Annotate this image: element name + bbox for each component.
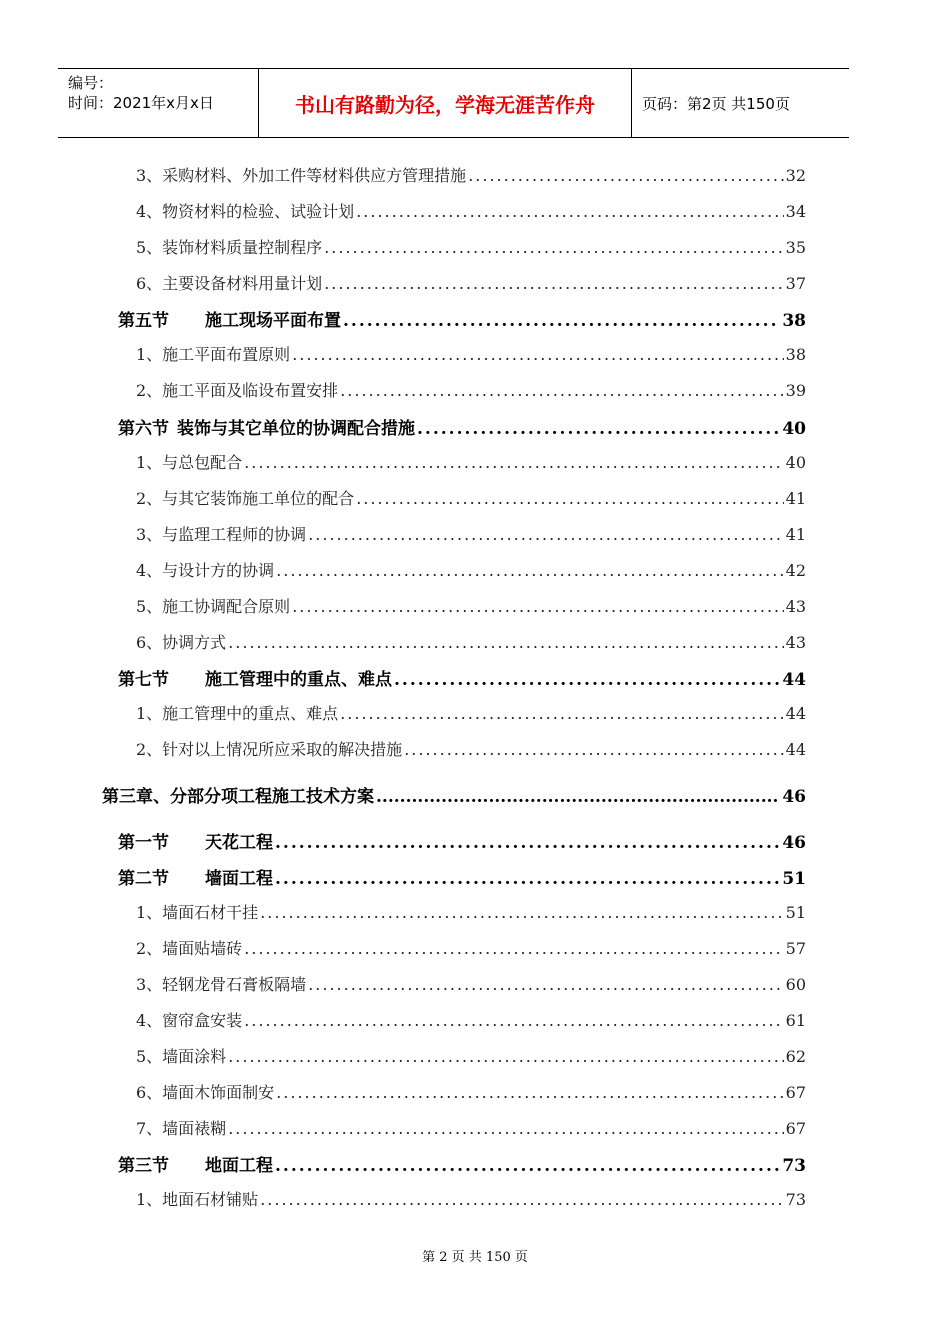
header-number-label: 编号：: [68, 74, 114, 92]
toc-leader-dots: [468, 166, 783, 185]
toc-item-title: 3、轻钢龙骨石膏板隔墙: [136, 975, 307, 994]
toc-page-number: 40: [782, 419, 806, 439]
toc-leader-dots: [244, 453, 783, 472]
header-motto: 书山有路勤为径，学海无涯苦作舟: [259, 69, 632, 137]
toc-leader-dots: [275, 833, 780, 853]
toc-item-title: 2、施工平面及临设布置安排: [136, 381, 339, 400]
toc-item[interactable]: [136, 1116, 806, 1139]
toc-item[interactable]: [136, 1080, 806, 1103]
toc-page-number: 62: [785, 1047, 806, 1066]
toc-section[interactable]: [118, 1151, 806, 1176]
toc-section-label: 第七节: [118, 670, 169, 690]
toc-leader-dots: [275, 1156, 780, 1176]
toc-item-title: 6、墙面木饰面制安: [136, 1083, 275, 1102]
toc-page-number: 67: [785, 1083, 806, 1102]
toc-item[interactable]: [136, 522, 806, 545]
toc-item[interactable]: [136, 235, 806, 258]
toc-page-number: 73: [785, 1190, 806, 1209]
toc-leader-dots: [394, 670, 780, 690]
toc-item-title: 3、采购材料、外加工件等材料供应方管理措施: [136, 166, 467, 185]
toc-page-number: 38: [782, 311, 806, 331]
toc-leader-dots: [417, 419, 780, 439]
toc-leader-dots: [228, 1047, 783, 1066]
toc-page-number: 42: [785, 561, 806, 580]
toc-page-number: 44: [782, 670, 806, 690]
toc-item-title: 墙面工程: [205, 869, 273, 889]
toc-item-title: 施工现场平面布置: [205, 311, 341, 331]
toc-item[interactable]: [136, 972, 806, 995]
toc-page-number: 34: [785, 202, 806, 221]
toc-item[interactable]: [136, 378, 806, 401]
toc-item[interactable]: [136, 450, 806, 473]
toc-leader-dots: [356, 489, 783, 508]
toc-item-title: 5、装饰材料质量控制程序: [136, 238, 323, 257]
toc-item[interactable]: [136, 1008, 806, 1031]
toc-section[interactable]: [118, 864, 806, 889]
toc-page-number: 46: [782, 833, 806, 853]
toc-section-label: 第一节: [118, 833, 169, 853]
toc-section-label: 第五节: [118, 311, 169, 331]
toc-leader-dots: [308, 975, 783, 994]
toc-page-number: 38: [785, 345, 806, 364]
toc-item-title: 5、墙面涂料: [136, 1047, 227, 1066]
toc-item[interactable]: [136, 900, 806, 923]
toc-item-title: 1、施工管理中的重点、难点: [136, 704, 339, 723]
toc-page-number: 60: [785, 975, 806, 994]
toc-leader-dots: [404, 740, 783, 759]
toc-leader-dots: [275, 869, 780, 889]
toc-leader-dots: [324, 238, 783, 257]
toc-page-number: 44: [785, 740, 806, 759]
toc-item-title: 第三章、分部分项工程施工技术方案: [102, 787, 374, 807]
toc-leader-dots: [340, 381, 783, 400]
toc-item[interactable]: [136, 594, 806, 617]
toc-section[interactable]: [118, 828, 806, 853]
toc-page-number: 73: [782, 1156, 806, 1176]
toc-page-number: 61: [785, 1011, 806, 1030]
toc-section-label: 第三节: [118, 1156, 169, 1176]
toc-item-title: 4、物资材料的检验、试验计划: [136, 202, 355, 221]
toc-item-title: 施工管理中的重点、难点: [205, 670, 392, 690]
toc-item-title: 4、窗帘盒安装: [136, 1011, 243, 1030]
toc-page-number: 35: [785, 238, 806, 257]
toc-item-title: 1、地面石材铺贴: [136, 1190, 259, 1209]
toc-item[interactable]: [136, 936, 806, 959]
toc-leader-dots: [343, 311, 780, 331]
toc-page-number: 44: [785, 704, 806, 723]
toc-item-title: 1、施工平面布置原则: [136, 345, 291, 364]
toc-page-number: 67: [785, 1119, 806, 1138]
toc-section[interactable]: [118, 414, 806, 439]
page-footer: 第 2 页 共 150 页: [422, 1250, 528, 1265]
toc-leader-dots: [244, 1011, 783, 1030]
toc-item-title: 1、墙面石材干挂: [136, 903, 259, 922]
toc-page-number: 40: [785, 453, 806, 472]
toc-leader-dots: [260, 1190, 783, 1209]
toc-item-title: 6、主要设备材料用量计划: [136, 274, 323, 293]
toc-item-title: 6、协调方式: [136, 633, 227, 652]
toc-item[interactable]: [136, 737, 806, 760]
toc-item[interactable]: [136, 1187, 806, 1210]
toc-item-title: 2、墙面贴墙砖: [136, 939, 243, 958]
header-meta: [58, 69, 259, 137]
toc-item[interactable]: [136, 271, 806, 294]
toc-leader-dots: [244, 939, 783, 958]
toc-leader-dots: [340, 704, 783, 723]
toc-leader-dots: [228, 1119, 783, 1138]
toc-leader-dots: [376, 787, 780, 807]
toc-item-title: 天花工程: [205, 833, 273, 853]
toc-page-number: 51: [785, 903, 806, 922]
toc-page-number: 57: [785, 939, 806, 958]
toc-page-number: 32: [785, 166, 806, 185]
toc-section[interactable]: [118, 306, 806, 331]
toc-leader-dots: [276, 561, 783, 580]
toc-chapter[interactable]: [102, 782, 806, 807]
toc-item-title: 地面工程: [205, 1156, 273, 1176]
toc-page-number: 46: [782, 787, 806, 807]
toc-page-number: 43: [785, 597, 806, 616]
toc-item[interactable]: [136, 199, 806, 222]
toc-section-label: 第二节: [118, 869, 169, 889]
toc-item[interactable]: [136, 1044, 806, 1067]
toc-item[interactable]: [136, 342, 806, 365]
toc-item[interactable]: [136, 486, 806, 509]
toc-page-number: 41: [785, 525, 806, 544]
toc-item-title: 2、与其它装饰施工单位的配合: [136, 489, 355, 508]
toc-item-title: 4、与设计方的协调: [136, 561, 275, 580]
toc-item-title: 5、施工协调配合原则: [136, 597, 291, 616]
toc-item-title: 7、墙面裱糊: [136, 1119, 227, 1138]
toc-leader-dots: [276, 1083, 783, 1102]
toc-page-number: 37: [785, 274, 806, 293]
toc-item-title: 2、针对以上情况所应采取的解决措施: [136, 740, 403, 759]
toc-page-number: 51: [782, 869, 806, 889]
page-header: [58, 68, 849, 138]
toc-leader-dots: [356, 202, 783, 221]
toc-item-title: 装饰与其它单位的协调配合措施: [177, 419, 415, 439]
header-page-info: 页码：第2页 共150页: [642, 94, 790, 113]
toc-leader-dots: [260, 903, 783, 922]
toc-page-number: 39: [785, 381, 806, 400]
toc-leader-dots: [292, 345, 783, 364]
toc-item[interactable]: [136, 630, 806, 653]
header-time-label: 时间：2021年x月x日: [68, 94, 214, 112]
toc-section-label: 第六节: [118, 419, 169, 439]
toc-section[interactable]: [118, 665, 806, 690]
toc-leader-dots: [228, 633, 783, 652]
toc-page-number: 43: [785, 633, 806, 652]
toc-item[interactable]: [136, 558, 806, 581]
toc-item-title: 3、与监理工程师的协调: [136, 525, 307, 544]
toc-page-number: 41: [785, 489, 806, 508]
toc-item-title: 1、与总包配合: [136, 453, 243, 472]
toc-leader-dots: [308, 525, 783, 544]
toc-item[interactable]: [136, 163, 806, 186]
toc-leader-dots: [292, 597, 783, 616]
toc-item[interactable]: [136, 701, 806, 724]
toc-leader-dots: [324, 274, 783, 293]
